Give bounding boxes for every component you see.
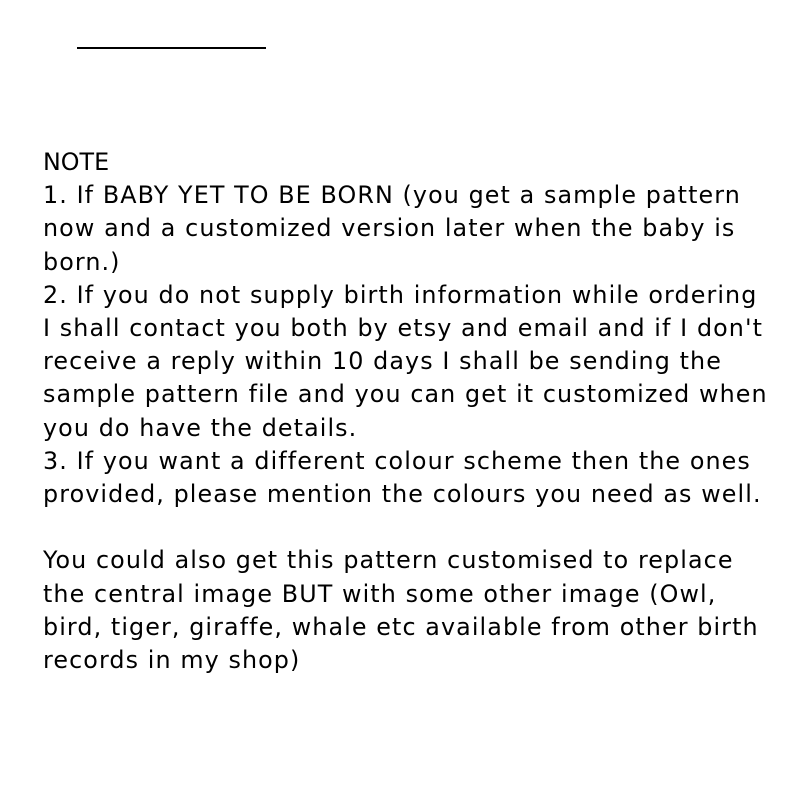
note-line: now and a customized version later when the baby is — [43, 214, 736, 243]
closing-line: bird, tiger, giraffe, whale etc available from other birth — [43, 612, 759, 641]
note-heading: NOTE — [43, 148, 110, 176]
note-line: born.) — [43, 247, 121, 276]
note-line: 1. If BABY YET TO BE BORN (you get a sample pattern — [43, 181, 741, 210]
note-line: receive a reply within 10 days I shall be sending the — [43, 347, 722, 376]
note-line: 2. If you do not supply birth information while ordering — [43, 280, 758, 309]
closing-line: records in my shop) — [43, 646, 301, 675]
closing-line: You could also get this pattern customised to replace — [43, 546, 734, 575]
note-line: 3. If you want a different colour scheme then the ones — [43, 446, 751, 475]
note-line: you do have the details. — [43, 413, 358, 442]
note-line: I shall contact you both by etsy and email and if I don't — [43, 314, 764, 343]
top-divider-line — [77, 47, 266, 49]
note-line: provided, please mention the colours you need as well. — [43, 480, 762, 509]
closing-line: the central image BUT with some other image (Owl, — [43, 579, 717, 608]
note-text-block — [43, 146, 778, 677]
note-line: sample pattern file and you can get it customized when — [43, 380, 768, 409]
paragraph-gap — [43, 511, 778, 544]
